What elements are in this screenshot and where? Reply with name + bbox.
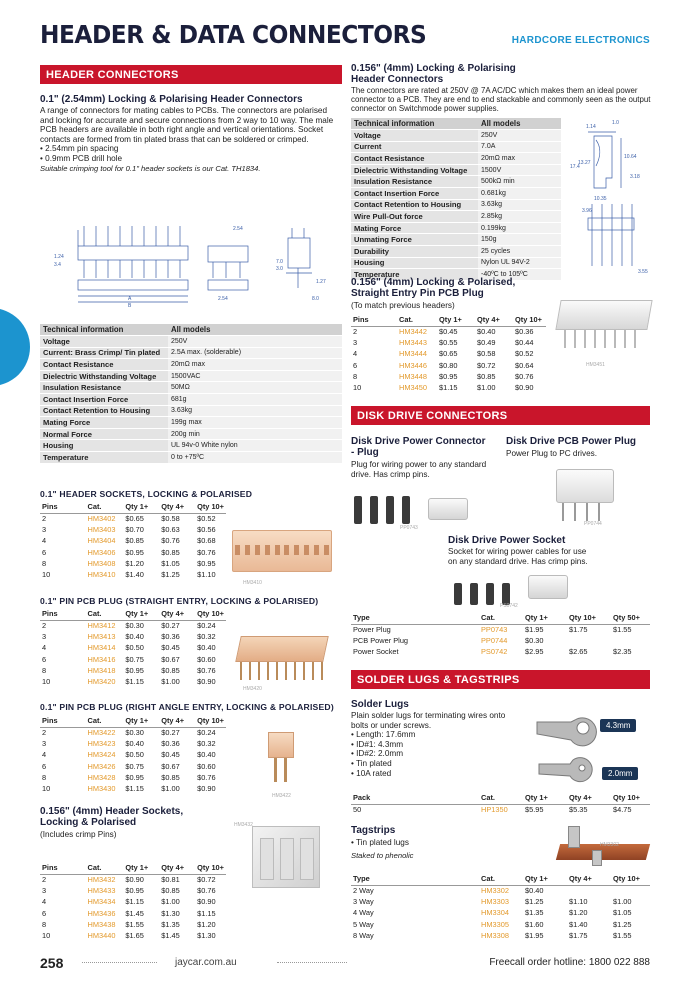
page-title: HEADER & DATA CONNECTORS (40, 20, 427, 49)
spec-table-156: Technical information All models Voltage 250V Current 7.0A Contact Resistance 20mΩ max Dielectric Withstanding Voltage 1500V Insulation Resistance 500kΩ min Contact Insertion Force 0.681kg Contact Retention to Housing 3.63kg Wire Pull-Out force 2.85kg Mating Force 0.199kg Unmating Force 150g Durability 25 cycles Housing Nylon UL 94V-2 Temperature -40ºC to 105ºC (351, 118, 561, 281)
image-code: HM3422 (272, 793, 291, 799)
header-sockets-heading: 0.1" HEADER SOCKETS, LOCKING & POLARISED (40, 489, 253, 499)
image-code: PP0744 (584, 521, 602, 527)
disk-pcb-plug-image (556, 465, 618, 525)
svg-text:1.24: 1.24 (54, 254, 64, 260)
svg-text:3.18: 3.18 (630, 174, 640, 180)
svg-text:1.0: 1.0 (612, 120, 619, 126)
pcb-plug-156-title: 0.156" (4mm) Locking & Polarised, Straight Entry Pin PCB Plug (351, 277, 516, 299)
header-sockets-table: Pins Cat. Qty 1+ Qty 4+ Qty 10+ 2 HM3402 $0.65 $0.58 $0.52 3 HM3403 $0.70 $0.63 $0.56 4 HM3404 $0.85 $0.76 $0.68 6 HM3406 $0.95 $0.85 $0.76 8 HM3408 $1.20 $1.05 $0.95 10 HM3410 $1.40 $1.25 $1.10 (42, 502, 224, 580)
svg-text:8.0: 8.0 (312, 296, 319, 302)
svg-text:2.54: 2.54 (218, 296, 228, 302)
image-code: HM3420 (243, 686, 262, 692)
image-code: HM3451 (586, 362, 605, 368)
svg-text:3.4: 3.4 (54, 262, 61, 268)
bullet: • Tin plated lugs (351, 838, 511, 848)
disk-socket-description: Socket for wiring power cables for use on any standard drive. Has crimp pins. (448, 547, 588, 566)
pin-pcb-plug-right-angle-heading: 0.1" PIN PCB PLUG (RIGHT ANGLE ENTRY, LOCKING & POLARISED) (40, 702, 334, 712)
pin-pcb-plug-straight-table: Pins Cat. Qty 1+ Qty 4+ Qty 10+ 2 HM3412 $0.30 $0.27 $0.24 3 HM3413 $0.40 $0.36 $0.32 4 HM3414 $0.50 $0.45 $0.40 6 HM3416 $0.75 $0.67 $0.60 8 HM3418 $0.95 $0.85 $0.76 10 HM3420 $1.15 $1.00 $0.90 (42, 609, 224, 687)
disk-drive-table: Type Cat. Qty 1+ Qty 10+ Qty 50+ Power Plug PP0743 $1.95 $1.75 $1.55 PCB Power Plug PP0744 $0.30 Power Socket PS0742 $2.95 $2.65 $2.35 (351, 612, 650, 658)
header-sockets-156-table: Pins Cat. Qty 1+ Qty 4+ Qty 10+ 2 HM3432 $0.90 $0.81 $0.72 3 HM3433 $0.95 $0.85 $0.76 4 HM3434 $1.15 $1.00 $0.90 6 HM3436 $1.45 $1.30 $1.15 8 HM3438 $1.55 $1.35 $1.20 10 HM3440 $1.65 $1.45 $1.30 (42, 863, 224, 941)
tagstrips-note: Staked to phenolic (351, 850, 414, 860)
pin-pcb-plug-straight-heading: 0.1" PIN PCB PLUG (STRAIGHT ENTRY, LOCKING & POLARISED) (40, 596, 319, 606)
svg-text:10.35: 10.35 (594, 196, 607, 202)
solder-lugs-table: Pack Cat. Qty 1+ Qty 4+ Qty 10+ 50 HP1350 $5.95 $5.35 $4.75 (351, 792, 650, 815)
footer-divider (277, 962, 347, 963)
svg-text:10.64: 10.64 (624, 154, 637, 160)
svg-text:17.4: 17.4 (570, 164, 580, 170)
pcb-plug-156-image (556, 296, 652, 352)
locking-156-title: 0.156" (4mm) Locking & Polarising Header Connectors (351, 63, 516, 85)
locking-156-description: The connectors are rated at 250V @ 7A AC/DC which makes them an ideal power connector to a PCB. They are end to end stackable and commonly seen as the output connector on Switchmode power supplies. (351, 86, 651, 114)
image-code: HM3410 (243, 580, 262, 586)
crimp-note: Suitable crimping tool for 0.1" header sockets is our Cat. TH1834. (40, 163, 261, 173)
main-product-title: 0.1" (2.54mm) Locking & Polarising Header Connectors (40, 94, 303, 105)
svg-text:3.0: 3.0 (276, 266, 283, 272)
tagstrips-title: Tagstrips (351, 825, 396, 836)
section-bar-solder-lugs: SOLDER LUGS & TAGSTRIPS (351, 670, 650, 689)
svg-text:7.0: 7.0 (276, 259, 283, 265)
footer-divider (82, 962, 157, 963)
brand-label: HARDCORE ELECTRONICS (511, 35, 650, 46)
section-bar-disk-drive: DISK DRIVE CONNECTORS (351, 406, 650, 425)
side-tab (0, 308, 30, 386)
disk-pcb-plug-title: Disk Drive PCB Power Plug (506, 436, 637, 447)
solder-lugs-title: Solder Lugs (351, 699, 409, 710)
bullet: • Length: 17.6mm (351, 730, 511, 740)
locking-156-drawing (566, 118, 650, 278)
disk-pcb-plug-description: Power Plug to PC drives. (506, 449, 598, 458)
disk-socket-title: Disk Drive Power Socket (448, 535, 566, 546)
main-description: A range of connectors for mating cables to PCBs. The connectors are polarised and locking for accurate and secure connections from 2 way to 10 way. The male PCB headers are available in both right angle and vertical orientations. Socket contacts are formed from tin plated brass that can be soldered or crimped. • 2.54mm pin spacing • 0.9mm PCB drill hole Suitable crimping tool for 0.1" header sockets is our Cat. TH1834. (40, 106, 342, 173)
socket-156-image (252, 826, 320, 890)
pcb-plug-156-table: Pins Cat. Qty 1+ Qty 4+ Qty 10+ 2 HM3442 $0.45 $0.40 $0.36 3 HM3443 $0.55 $0.49 $0.44 4 HM3444 $0.65 $0.58 $0.52 6 HM3446 $0.80 $0.72 $0.64 8 HM3448 $0.95 $0.85 $0.76 10 HM3450 $1.15 $1.00 $0.90 (351, 314, 546, 393)
disk-plug-description: Plug for wiring power to any standard drive. Has crimp pins. (351, 460, 487, 479)
svg-text:A: A (128, 296, 132, 302)
tagstrips-description (351, 838, 511, 860)
footer-hotline: Freecall order hotline: 1800 022 888 (489, 957, 650, 968)
image-code: PP0743 (400, 525, 418, 531)
bullet: • 10A rated (351, 769, 511, 779)
image-code: HM3302 (600, 842, 619, 848)
pcb-plug-straight-image (234, 628, 330, 682)
pcb-plug-156-subtitle: (To match previous headers) (351, 301, 455, 310)
svg-text:3.55: 3.55 (638, 269, 648, 275)
bullet: • Tin plated (351, 759, 511, 769)
bullet: • 2.54mm pin spacing (40, 144, 342, 154)
tagstrips-table: Type Cat. Qty 1+ Qty 4+ Qty 10+ 2 Way HM3302 $0.40 3 Way HM3303 $1.25 $1.10 $1.00 4 Way HM3304 $1.35 $1.20 $1.05 5 Way HM3305 $1.60 $1.40 $1.25 8 Way HM3308 $1.95 $1.75 $1.55 (351, 873, 650, 941)
bullet: • ID#2: 2.0mm (351, 749, 511, 759)
socket-image (232, 530, 332, 572)
bullet: • 0.9mm PCB drill hole (40, 154, 342, 164)
image-code: HM3432 (234, 822, 253, 828)
footer-url[interactable]: jaycar.com.au (175, 957, 237, 968)
header-sockets-156-subtitle: (Includes crimp Pins) (40, 830, 117, 839)
svg-text:2.54: 2.54 (233, 226, 243, 232)
svg-text:13.27: 13.27 (578, 160, 591, 166)
disk-plug-title: Disk Drive Power Connector - Plug (351, 436, 486, 458)
spec-table-0-1-inch: Technical information All models Voltage 250V Current: Brass Crimp/ Tin plated 2.5A max. (solderable) Contact Resistance 20mΩ max Dielectric Withstanding Voltage 1500VAC Insulation Resistance 50MΩ Contact Insertion Force 681g Contact Retention to Housing 3.63kg Mating Force 199g max Normal Force 200g min Housing UL 94v-0 White nylon Temperature 0 to +75ºC (40, 324, 342, 464)
svg-text:B: B (128, 303, 132, 309)
header-sockets-156-title: 0.156" (4mm) Header Sockets, Locking & Polarised (40, 806, 184, 828)
lug-size-badge-large: 4.3mm (600, 719, 636, 732)
svg-text:1.27: 1.27 (316, 279, 326, 285)
bullet: • ID#1: 4.3mm (351, 740, 511, 750)
header-technical-drawing (48, 218, 343, 310)
section-bar-header-connectors: HEADER CONNECTORS (40, 65, 342, 84)
pin-pcb-plug-right-angle-table: Pins Cat. Qty 1+ Qty 4+ Qty 10+ 2 HM3422 $0.30 $0.27 $0.24 3 HM3423 $0.40 $0.36 $0.32 4 HM3424 $0.50 $0.45 $0.40 6 HM3426 $0.75 $0.67 $0.60 8 HM3428 $0.95 $0.85 $0.76 10 HM3430 $1.15 $1.00 $0.90 (42, 716, 224, 794)
lug-size-badge-small: 2.0mm (602, 767, 638, 780)
svg-text:3.96: 3.96 (582, 208, 592, 214)
svg-text:1.14: 1.14 (586, 124, 596, 130)
image-code: PS0742 (500, 603, 518, 609)
page-number: 258 (40, 955, 64, 971)
solder-lugs-description: Plain solder lugs for terminating wires onto bolts or under screws. • Length: 17.6mm • ID#1: 4.3mm • ID#2: 2.0mm • Tin plated • 10A rated (351, 711, 511, 778)
pcb-plug-right-angle-image (262, 730, 302, 786)
